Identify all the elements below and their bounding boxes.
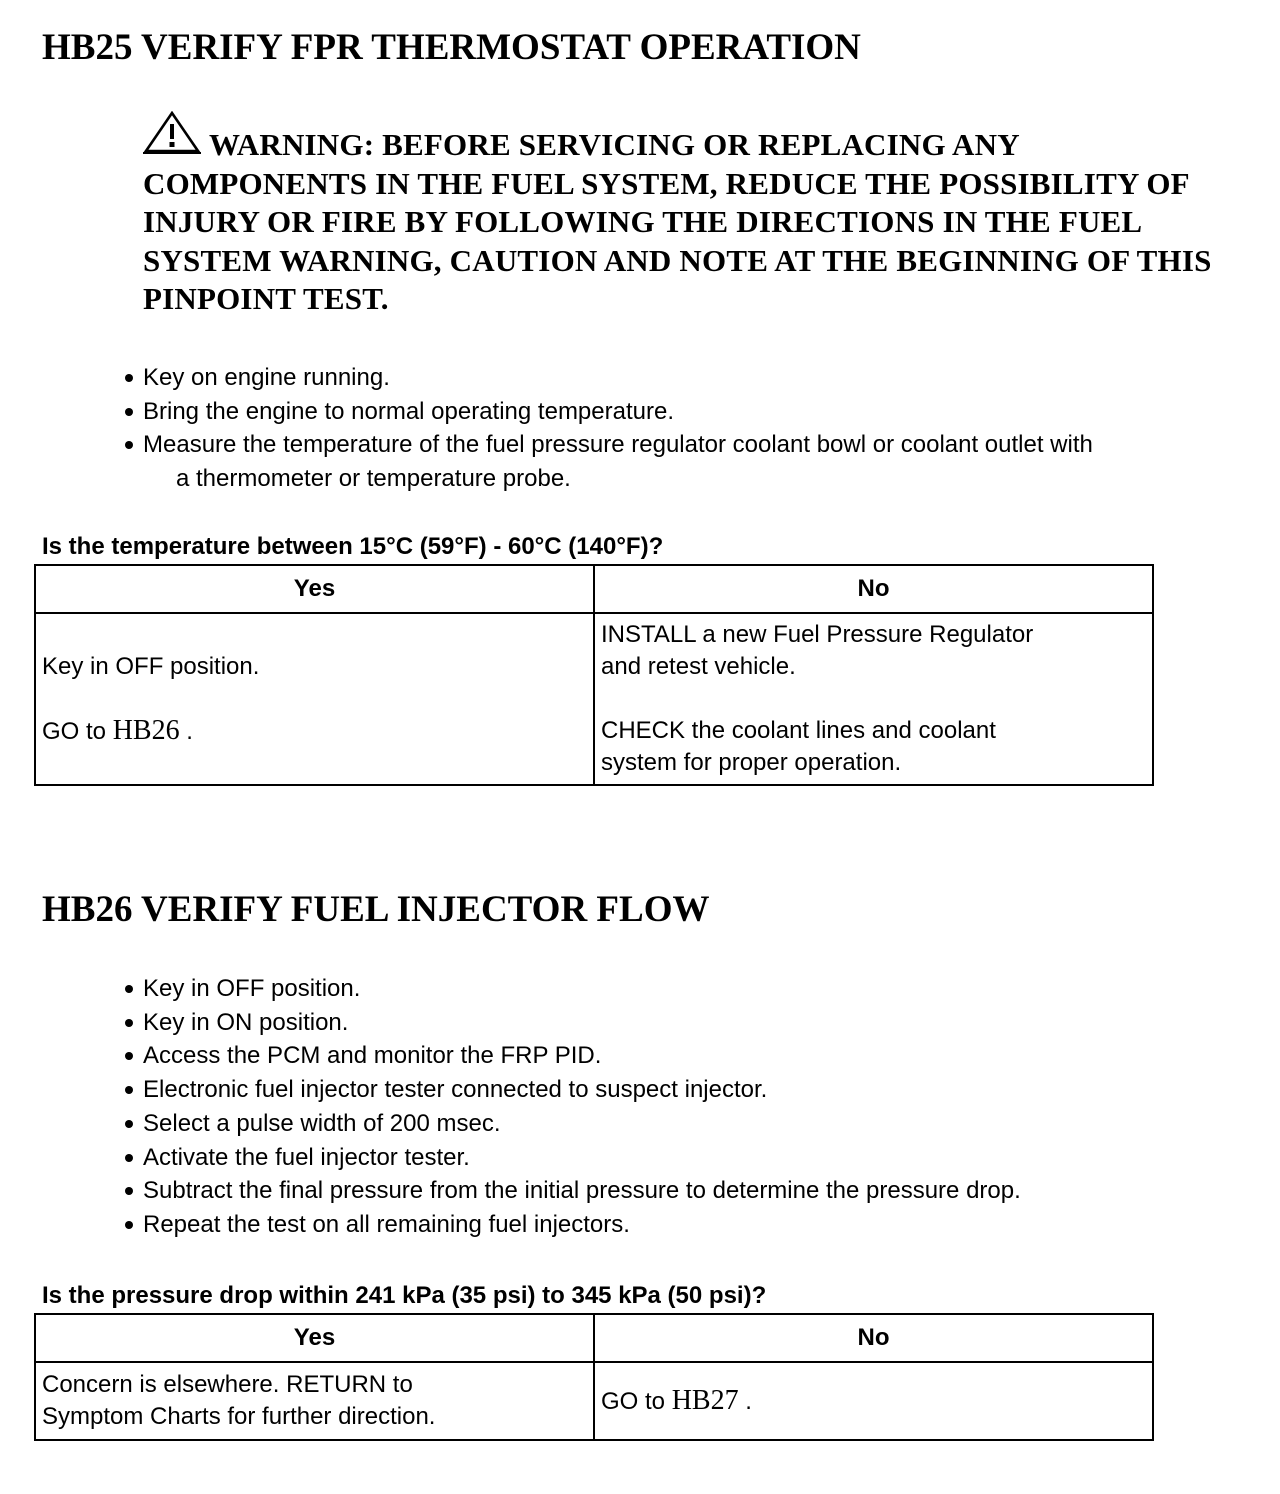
- yes-header: Yes: [35, 1314, 594, 1362]
- hb26-link[interactable]: HB26: [112, 714, 180, 746]
- bullet-icon: [125, 1154, 133, 1162]
- warning-text: WARNING: BEFORE SERVICING OR REPLACING ANY COMPONENTS IN THE FUEL SYSTEM, REDUCE THE POSSIBILITY OF INJURY OR FIRE BY FOLLOWING THE DIRECTIONS IN THE FUEL SYSTEM WARNING, CAUTION AND NOTE AT THE BEGINNING OF THIS PINPOINT TEST.: [143, 127, 1212, 316]
- bullet-icon: [125, 1052, 133, 1060]
- list-item: Repeat the test on all remaining fuel injectors.: [125, 1208, 1255, 1242]
- bullet-icon: [125, 374, 133, 382]
- go-to-hb26[interactable]: GO to HB26 .: [42, 714, 193, 746]
- bullet-icon: [125, 985, 133, 993]
- hb25-result-table: [34, 564, 1154, 786]
- hb26-question: Is the pressure drop within 241 kPa (35 psi) to 345 kPa (50 psi)?: [42, 1282, 767, 1309]
- hb26-step-list: [125, 972, 1255, 1242]
- list-item: Key on engine running.: [125, 361, 1255, 395]
- go-to-hb27[interactable]: GO to HB27 .: [601, 1384, 752, 1416]
- list-item: Key in ON position.: [125, 1006, 1255, 1040]
- hb25-question: Is the temperature between 15°C (59°F) - 60°C (140°F)?: [42, 533, 664, 560]
- list-item: Measure the temperature of the fuel pressure regulator coolant bowl or coolant outlet with a thermometer or temperature probe.: [125, 428, 1255, 495]
- warning-block: [143, 111, 1233, 319]
- no-header: No: [594, 1314, 1153, 1362]
- bullet-icon: [125, 441, 133, 449]
- bullet-icon: [125, 408, 133, 416]
- no-cell: INSTALL a new Fuel Pressure Regulator and retest vehicle. CHECK the coolant lines and coolant system for proper operation.: [594, 613, 1153, 785]
- section-title-hb26: HB26 VERIFY FUEL INJECTOR FLOW: [42, 889, 710, 930]
- list-item: Electronic fuel injector tester connected to suspect injector.: [125, 1073, 1255, 1107]
- list-item: Key in OFF position.: [125, 972, 1255, 1006]
- bullet-icon: [125, 1221, 133, 1229]
- list-item: Access the PCM and monitor the FRP PID.: [125, 1039, 1255, 1073]
- bullet-icon: [125, 1086, 133, 1094]
- bullet-icon: [125, 1019, 133, 1027]
- hb25-step-list: [125, 361, 1255, 496]
- list-item: Subtract the final pressure from the initial pressure to determine the pressure drop.: [125, 1174, 1255, 1208]
- yes-header: Yes: [35, 565, 594, 613]
- hb26-result-table: [34, 1313, 1154, 1441]
- list-item: Select a pulse width of 200 msec.: [125, 1107, 1255, 1141]
- section-title-hb25: HB25 VERIFY FPR THERMOSTAT OPERATION: [42, 27, 861, 68]
- warning-triangle-icon: [143, 111, 201, 155]
- no-cell: [594, 1362, 1153, 1440]
- yes-cell: Concern is elsewhere. RETURN to Symptom Charts for further direction.: [35, 1362, 594, 1440]
- list-item: Bring the engine to normal operating temperature.: [125, 395, 1255, 429]
- no-header: No: [594, 565, 1153, 613]
- yes-cell: Key in OFF position. GO to HB26 .: [35, 613, 594, 785]
- bullet-icon: [125, 1120, 133, 1128]
- list-item: Activate the fuel injector tester.: [125, 1141, 1255, 1175]
- hb27-link[interactable]: HB27: [671, 1384, 739, 1416]
- bullet-icon: [125, 1187, 133, 1195]
